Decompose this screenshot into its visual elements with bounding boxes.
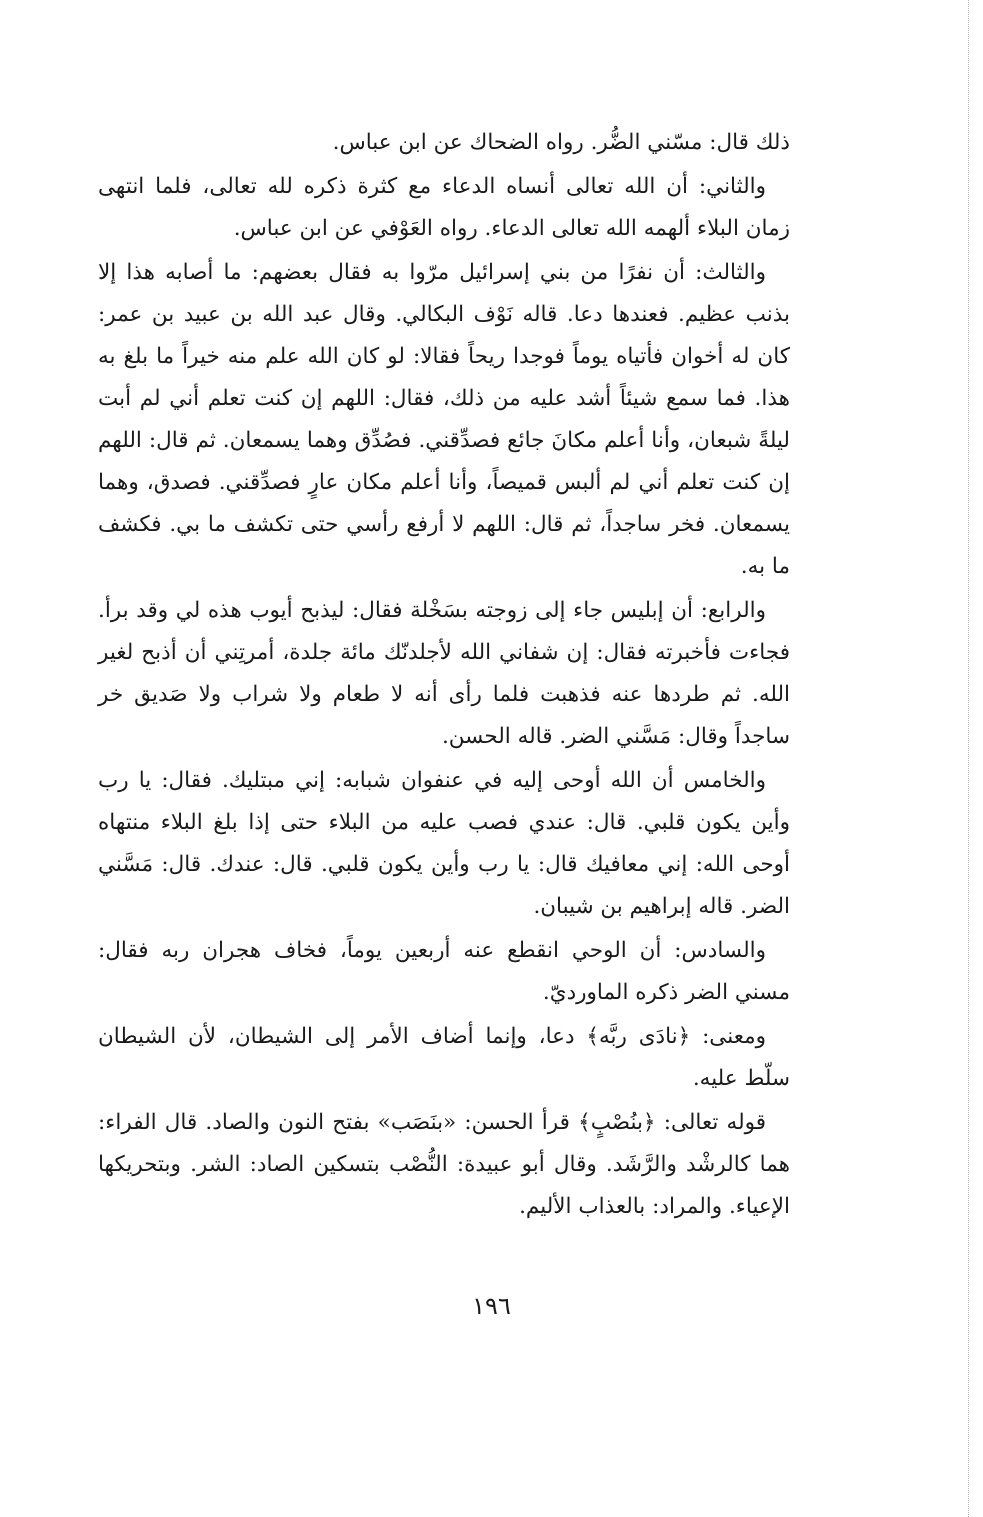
paragraph-5: والخامس أن الله أوحى إليه في عنفوان شبابه: إني مبتليك. فقال: يا رب وأين يكون قلبي. قال: عندي فصب عليه من البلاء حتى إذا بلغ البلاء منتهاه أوحى الله: إني معافيك قال: يا رب وأين يكون قلبي. قال: عندك. قال: مَسَّني الضر. قاله إبراهيم بن شيبان. xyxy=(98,768,790,919)
paragraph-2: والثاني: أن الله تعالى أنساه الدعاء مع كثرة ذكره لله تعالى، فلما انتهى زمان البلاء ألهمه الله تعالى الدعاء. رواه العَوْفي عن ابن عباس. xyxy=(98,174,790,241)
paragraph-7: ومعنى: ﴿نادَى ربَّه﴾ دعا، وإنما أضاف الأمر إلى الشيطان، لأن الشيطان سلّط عليه. xyxy=(98,1024,790,1091)
paragraph-3: والثالث: أن نفرًا من بني إسرائيل مرّوا به فقال بعضهم: ما أصابه هذا إلا بذنب عظيم. فعندها دعا. قاله نَوْف البكالي. وقال عبد الله بن عبيد بن عمر: كان له أخوان فأتياه يوماً فوجدا ريحاً فقالا: لو كان الله علم منه خيراً ما بلغ به هذا. فما سمع شيئاً أشد عليه من ذلك، فقال: اللهم إن كنت تعلم أني لم أبت ليلةً شبعان، وأنا أعلم مكانَ جائع فصدِّقني. فصُدِّق وهما يسمعان. ثم قال: اللهم إن كنت تعلم أني لم ألبس قميصاً، وأنا أعلم مكان عارٍ فصدِّقني. فصدق، وهما يسمعان. فخر ساجداً، ثم قال: اللهم لا أرفع رأسي حتى تكشف ما بي. فكشف ما به. xyxy=(98,260,790,579)
main-text-block xyxy=(98,122,790,1230)
page-number: ١٩٦ xyxy=(472,1292,511,1320)
scan-edge-divider xyxy=(968,0,969,1517)
paragraph-6: والسادس: أن الوحي انقطع عنه أربعين يوماً، فخاف هجران ربه فقال: مسني الضر ذكره الماورديّ. xyxy=(98,938,790,1005)
paragraph-4: والرابع: أن إبليس جاء إلى زوجته بسَخْلة فقال: ليذبح أيوب هذه لي وقد برأ. فجاءت فأخبرته فقال: إن شفاني الله لأجلدنّك مائة جلدة، أمرتِني أن أذبح لغير الله. ثم طردها عنه فذهبت فلما رأى أنه لا طعام ولا شراب ولا صَديق خر ساجداً وقال: مَسَّني الضر. قاله الحسن. xyxy=(98,598,790,749)
paragraph-8: قوله تعالى: ﴿بنُصْبٍ﴾ قرأ الحسن: «بنَصَب» بفتح النون والصاد. قال الفراء: هما كالرشْد والرَّشَد. وقال أبو عبيدة: النُّصْب بتسكين الصاد: الشر. وبتحريكها الإعياء. والمراد: بالعذاب الأليم. xyxy=(98,1110,790,1219)
paragraph-1: ذلك قال: مسّني الضُّر. رواه الضحاك عن ابن عباس. xyxy=(332,130,790,155)
